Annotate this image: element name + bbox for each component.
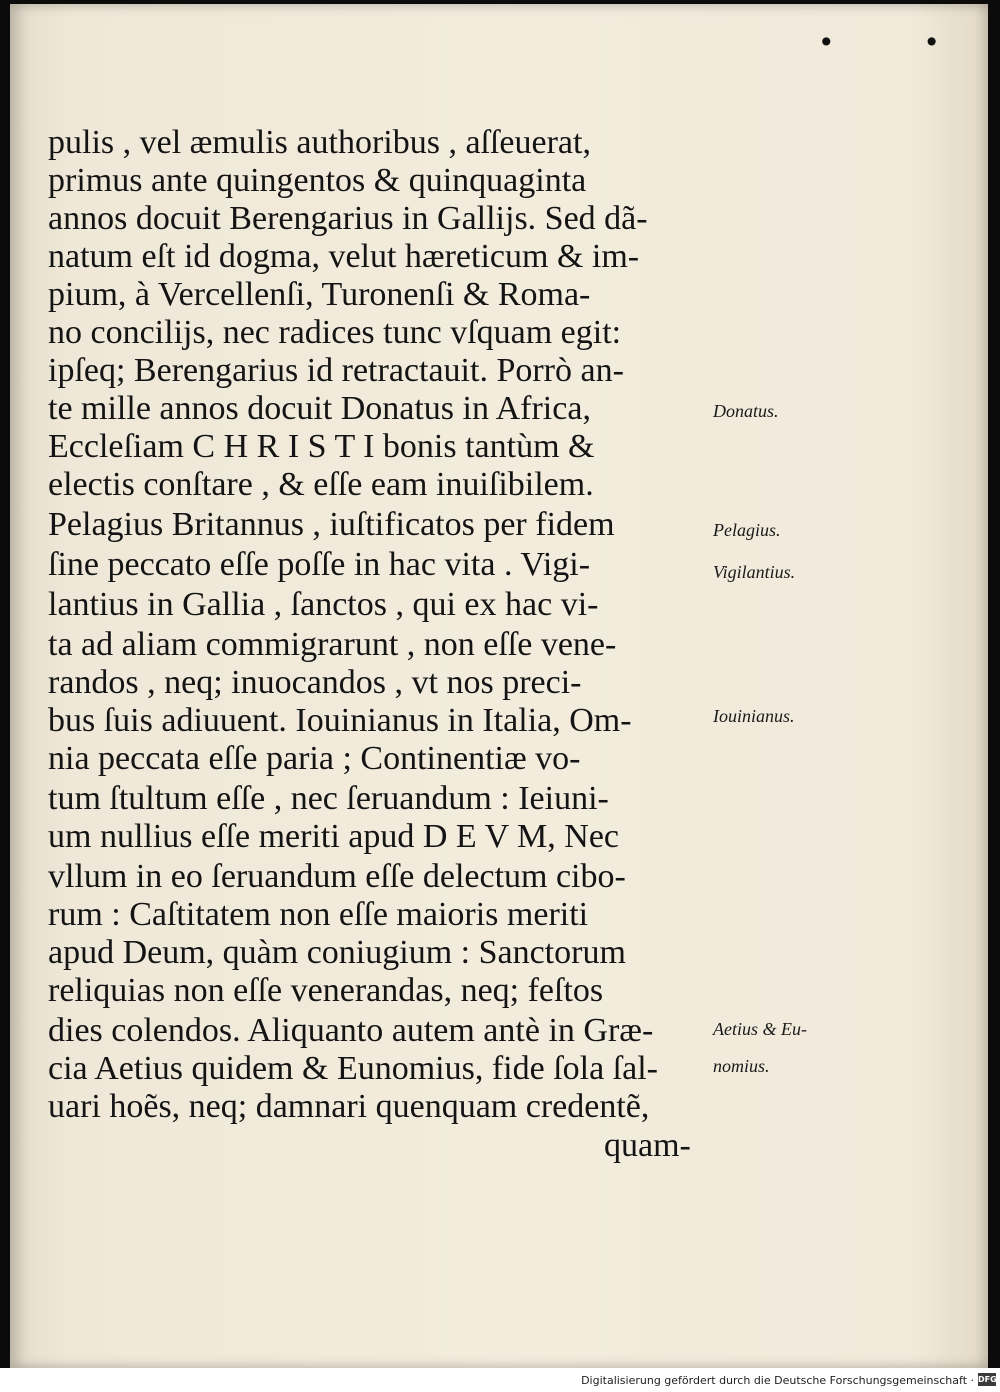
text-line: pium, à Vercellenſi, Turonenſi & Roma- bbox=[48, 276, 591, 313]
margin-note-pelagius: Pelagius. bbox=[713, 520, 781, 540]
text-line: natum eſt id dogma, velut hæreticum & im- bbox=[48, 238, 640, 275]
text-line: ta ad aliam commigrarunt , non eſſe vene- bbox=[48, 626, 617, 663]
text-line: no concilijs, nec radices tunc vſquam egit: bbox=[48, 314, 622, 351]
margin-note-vigilantius: Vigilantius. bbox=[713, 562, 796, 582]
text-line: rum : Caſtitatem non eſſe maioris meriti bbox=[48, 896, 589, 933]
text-line: ipſeq; Berengarius id retractauit. Porrò an- bbox=[48, 352, 624, 389]
footer-credit: Digitalisierung gefördert durch die Deutsche Forschungsgemeinschaft · bbox=[581, 1374, 974, 1387]
text-line: uari hoẽs, neq; damnari quenquam credentẽ, bbox=[48, 1088, 650, 1125]
text-line: apud Deum, quàm coniugium : Sanctorum bbox=[48, 934, 626, 971]
text-line: randos , neq; inuocandos , vt nos preci- bbox=[48, 664, 582, 701]
margin-note-aetius: Aetius & Eu- bbox=[713, 1019, 807, 1039]
text-line: primus ante quingentos & quinquaginta bbox=[48, 162, 587, 199]
text-line: dies colendos. Aliquanto autem antè in Græ- bbox=[48, 1012, 654, 1049]
margin-note-iouinianus: Iouinianus. bbox=[713, 706, 795, 726]
text-line: annos docuit Berengarius in Gallijs. Sed dã- bbox=[48, 200, 648, 237]
corner-marks: • • bbox=[818, 26, 980, 59]
text-line: te mille annos docuit Donatus in Africa, bbox=[48, 390, 591, 427]
text-line: lantius in Gallia , ſanctos , qui ex hac vi- bbox=[48, 586, 599, 623]
catchword: quam- bbox=[604, 1127, 691, 1164]
text-line: bus ſuis adiuuent. Iouinianus in Italia, Om- bbox=[48, 702, 632, 739]
text-line: Pelagius Britannus , iuſtificatos per fidem bbox=[48, 506, 615, 543]
margin-note-eunomius: nomius. bbox=[713, 1056, 770, 1076]
text-line: Eccleſiam C H R I S T I bonis tantùm & bbox=[48, 428, 595, 465]
text-line: electis conſtare , & eſſe eam inuiſibilem. bbox=[48, 466, 594, 503]
text-line: tum ſtultum eſſe , nec ſeruandum : Ieiuni- bbox=[48, 780, 609, 817]
text-line: cia Aetius quidem & Eunomius, fide ſola ſal- bbox=[48, 1050, 658, 1087]
text-line: nia peccata eſſe paria ; Continentiæ vo- bbox=[48, 740, 581, 777]
text-line: vllum in eo ſeruandum eſſe delectum cibo- bbox=[48, 858, 626, 895]
dfg-logo: DFG bbox=[978, 1375, 997, 1384]
text-line: ſine peccato eſſe poſſe in hac vita . Vigi- bbox=[48, 546, 591, 583]
text-line: reliquias non eſſe venerandas, neq; feſtos bbox=[48, 972, 604, 1009]
text-line: um nullius eſſe meriti apud D E V M, Nec bbox=[48, 818, 619, 855]
margin-note-donatus: Donatus. bbox=[713, 401, 779, 421]
text-line: pulis , vel æmulis authoribus , aſſeuerat, bbox=[48, 124, 591, 161]
